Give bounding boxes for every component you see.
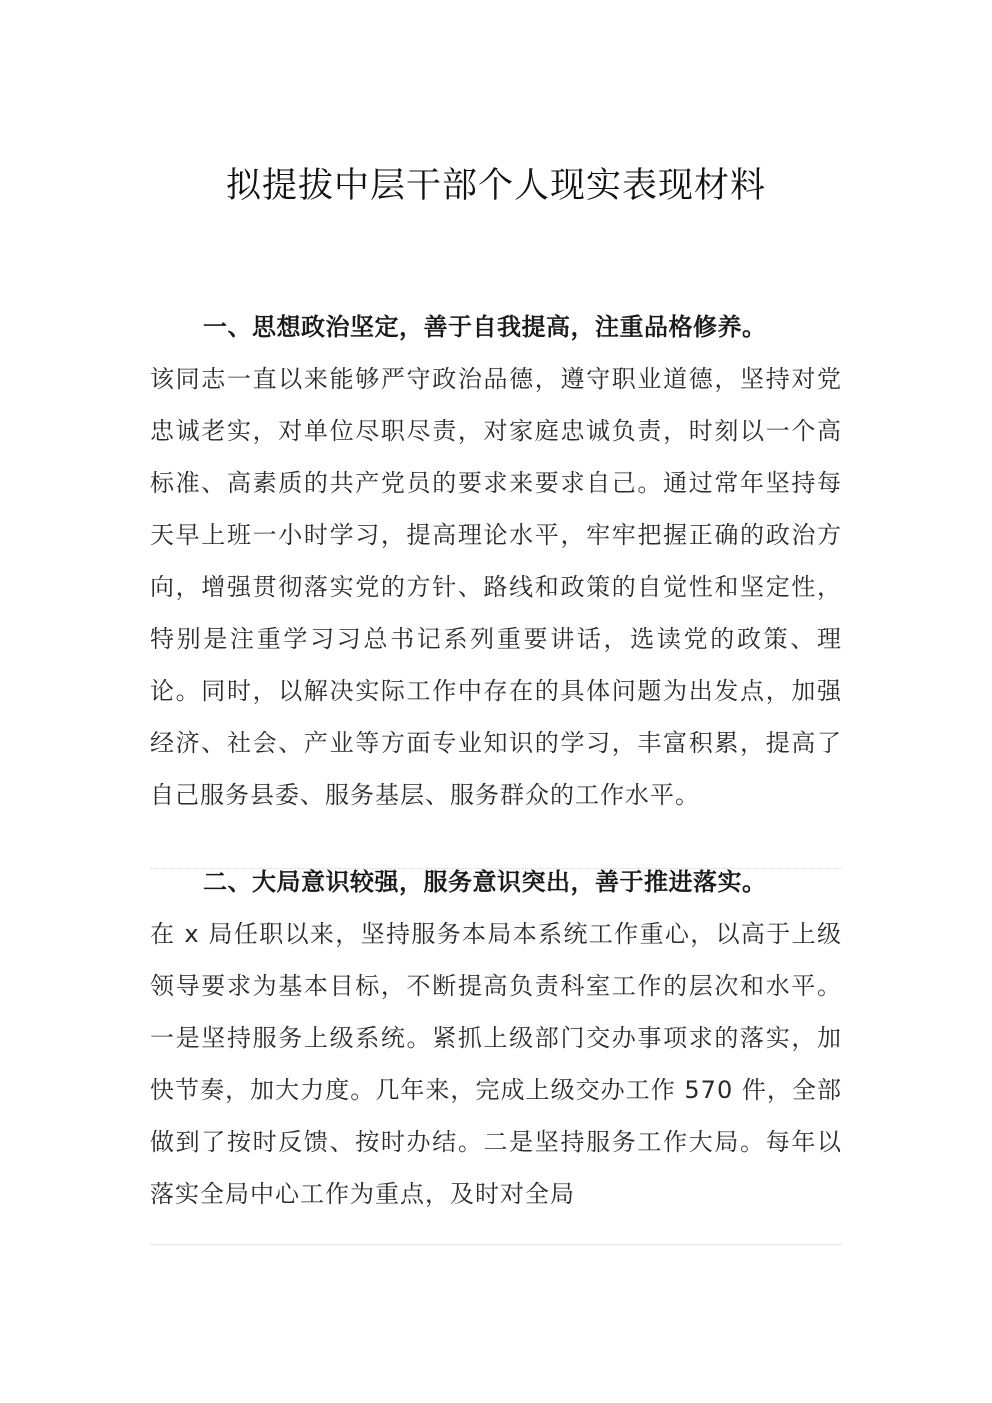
section-1: [150, 301, 842, 821]
section-2-heading: 二、大局意识较强，服务意识突出，善于推进落实。: [203, 868, 767, 896]
section-2: [150, 856, 842, 1220]
section-2-body: 在 x 局任职以来，坚持服务本局本系统工作重心，以高于上级领导要求为基本目标，不断提高负责科室工作的层次和水平。一是坚持服务上级系统。紧抓上级部门交办事项求的落实，加快节奏，加大力度。几年来，完成上级交办工作 570 件，全部做到了按时反馈、按时办结。二是坚持服务工作大局。每年以落实全局中心工作为重点，及时对全局: [150, 920, 842, 1208]
section-1-body: 该同志一直以来能够严守政治品德，遵守职业道德，坚持对党忠诚老实，对单位尽职尽责，对家庭忠诚负责，时刻以一个高标准、高素质的共产党员的要求来要求自己。通过常年坚持每天早上班一小时学习，提高理论水平，牢牢把握正确的政治方向，增强贯彻落实党的方针、路线和政策的自觉性和坚定性，特别是注重学习习总书记系列重要讲话，选读党的政策、理论。同时，以解决实际工作中存在的具体问题为出发点，加强经济、社会、产业等方面专业知识的学习，丰富积累，提高了自己服务县委、服务基层、服务群众的工作水平。: [150, 365, 842, 809]
document-title: 拟提拔中层干部个人现实表现材料: [225, 166, 766, 206]
section-1-heading: 一、思想政治坚定，善于自我提高，注重品格修养。: [203, 313, 767, 341]
page-bottom-rule: [150, 1244, 842, 1245]
